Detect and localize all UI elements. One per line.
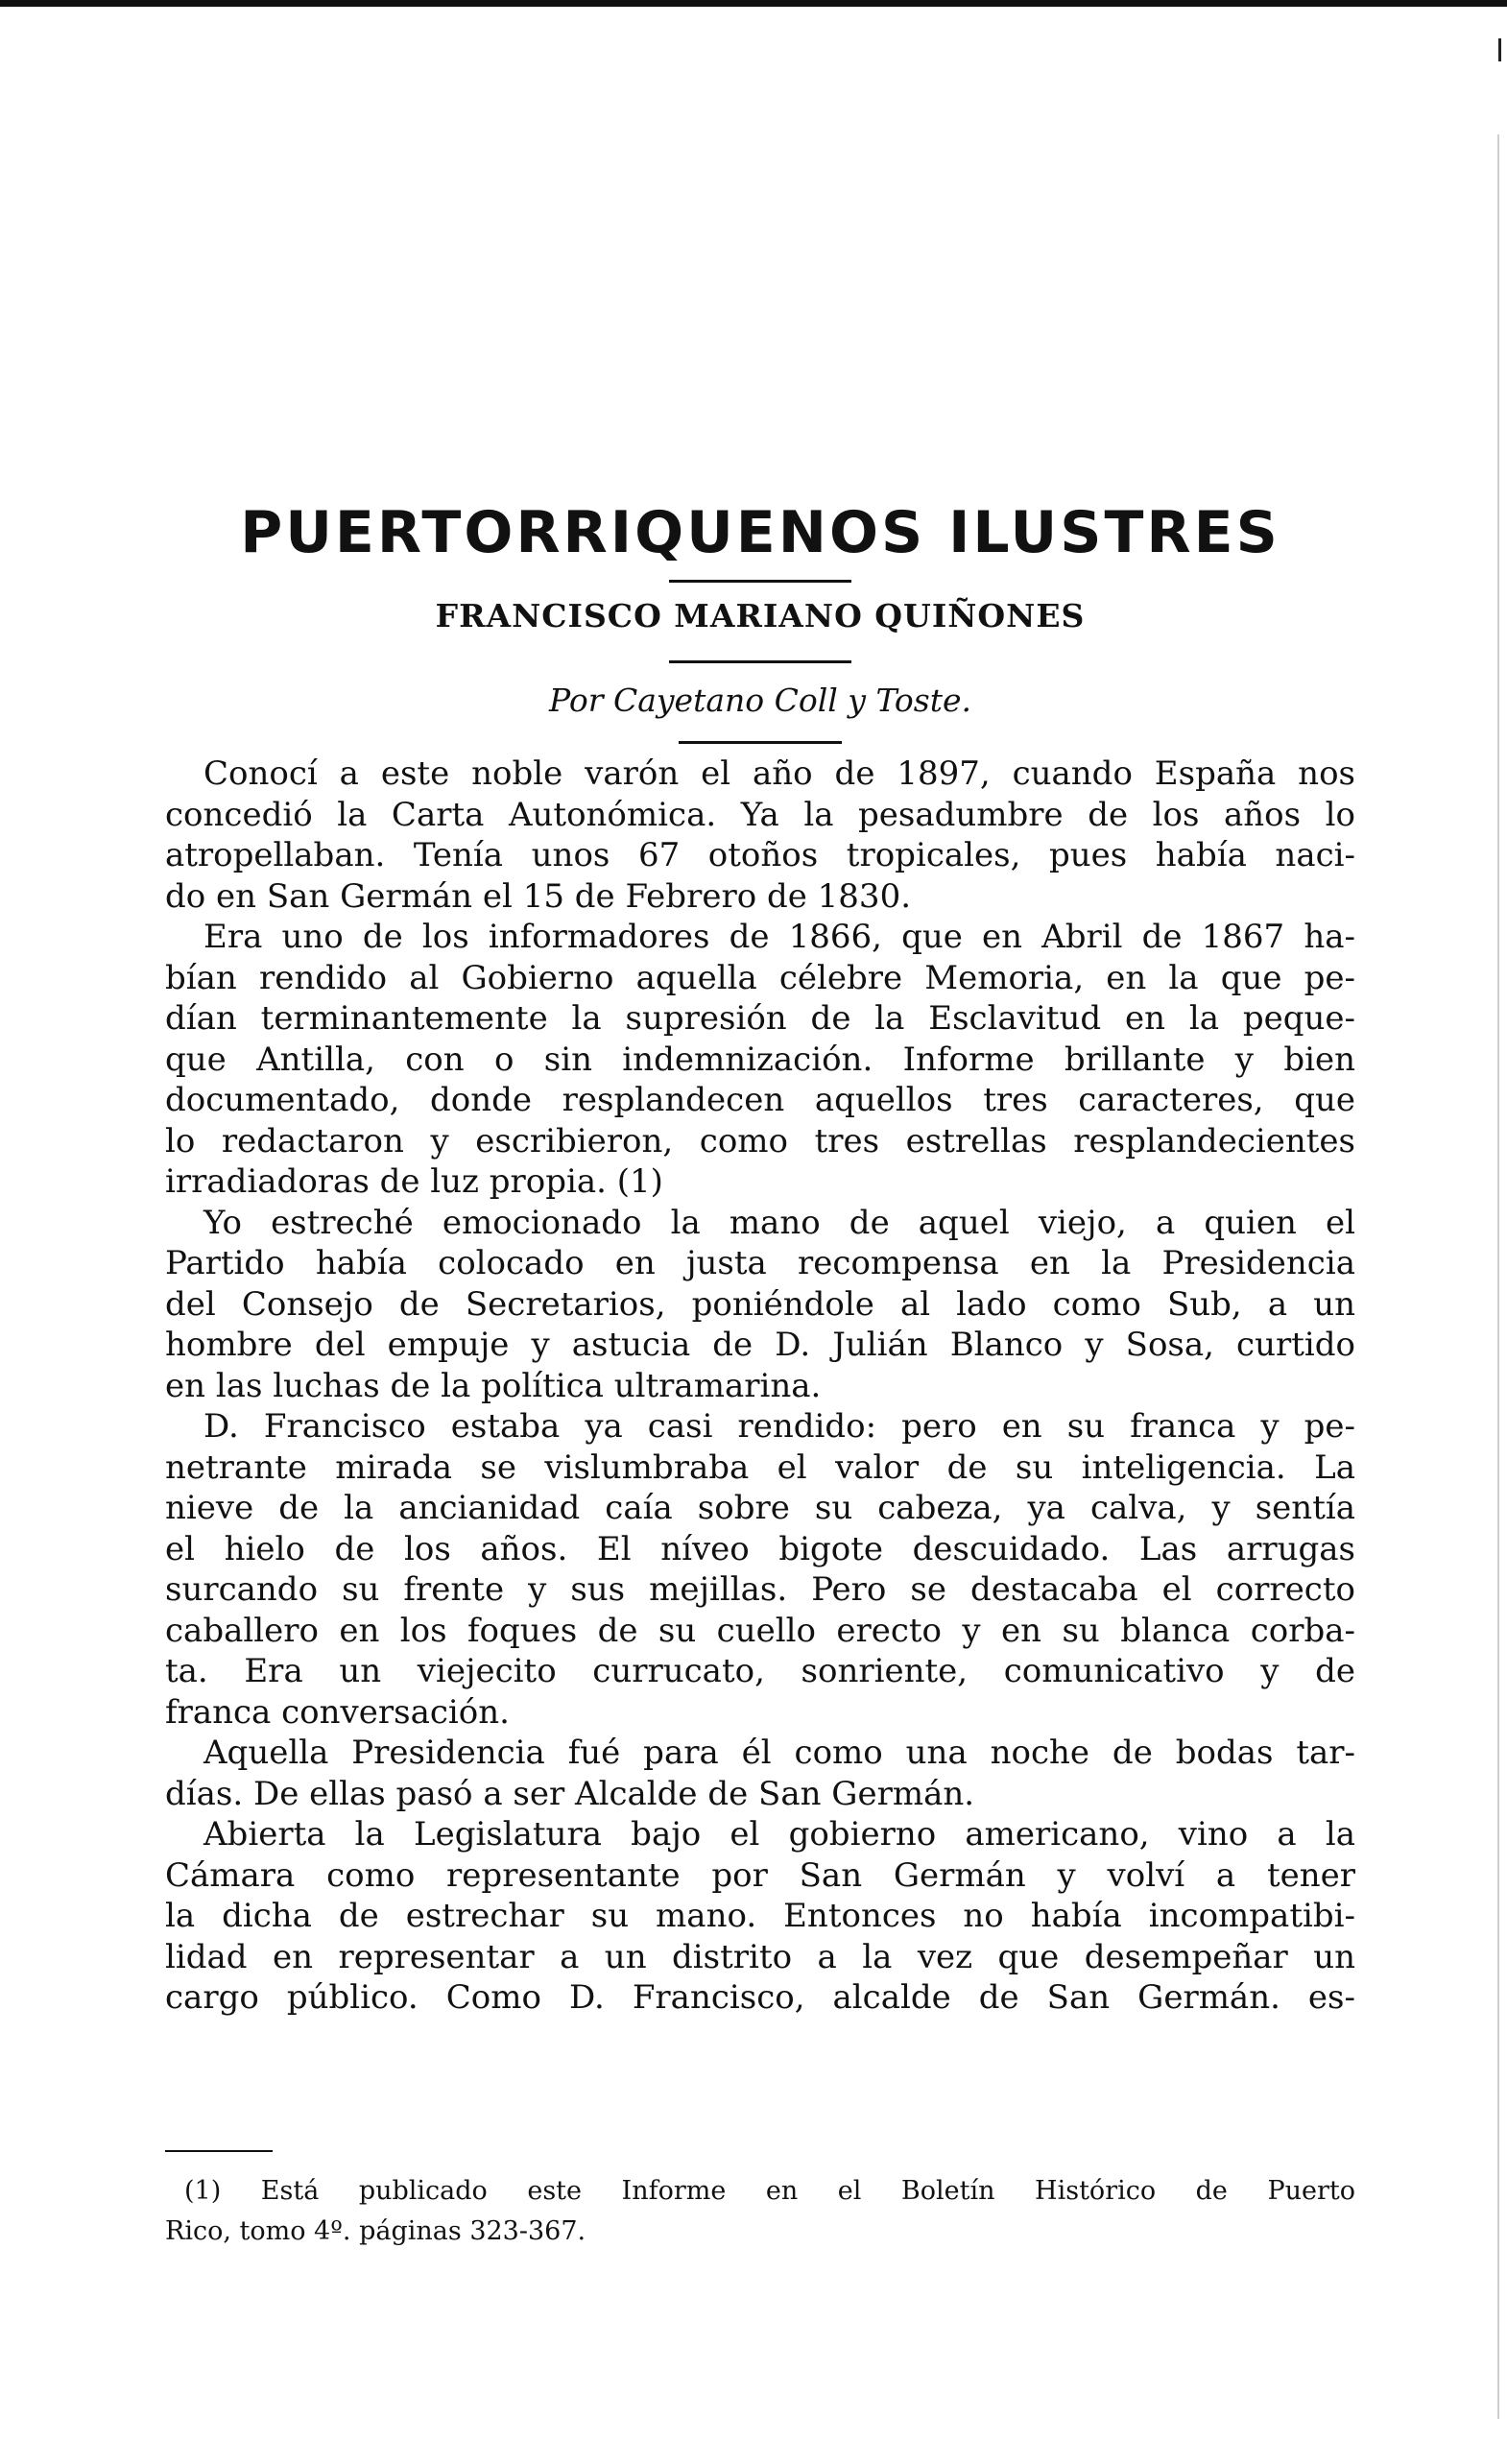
body-line: la dicha de estrechar su mano. Entonces no había incompatibi-: [165, 1897, 1355, 1935]
article-subtitle: FRANCISCO MARIANO QUIÑONES: [435, 597, 1086, 634]
footnote-line: (1) Está publicado este Informe en el Boletín Histórico de Puerto: [184, 2176, 1355, 2206]
body-line: Abierta la Legislatura bajo el gobierno americano, vino a la: [203, 1815, 1355, 1854]
body-line: el hielo de los años. El níveo bigote descuidado. Las arrugas: [165, 1529, 1355, 1568]
body-line: cargo público. Como D. Francisco, alcalde de San Germán. es-: [165, 1978, 1355, 2017]
scan-right-edge: [1497, 134, 1499, 2419]
footnote-line: Rico, tomo 4º. páginas 323-367.: [165, 2216, 586, 2246]
body-line: nieve de la ancianidad caía sobre su cabeza, ya calva, y sentía: [165, 1489, 1355, 1527]
body-line: del Consejo de Secretarios, poniéndole al lado como Sub, a un: [165, 1284, 1355, 1324]
title-divider: [669, 580, 851, 583]
body-line: surcando su frente y sus mejillas. Pero se destacaba el correcto: [165, 1570, 1355, 1609]
body-line: documentado, donde resplandecen aquellos tres caracteres, que: [165, 1081, 1355, 1119]
body-line: do en San Germán el 15 de Febrero de 1830.: [165, 876, 912, 916]
body-line: hombre del empuje y astucia de D. Julián Blanco y Sosa, curtido: [165, 1326, 1355, 1364]
body-line: en las luchas de la política ultramarina.: [165, 1366, 822, 1405]
article-byline: Por Cayetano Coll y Toste.: [548, 682, 972, 719]
body-line: días. De ellas pasó a ser Alcalde de San Germán.: [165, 1774, 975, 1813]
body-line: ta. Era un viejecito currucato, sonriente, comunicativo y de: [165, 1652, 1355, 1690]
byline-divider: [679, 741, 842, 744]
footnote-divider: [165, 2150, 273, 2152]
article-body: [165, 754, 1355, 2019]
page-title: PUERTORRIQUENOS ILUSTRES: [240, 499, 1280, 566]
body-line: Era uno de los informadores de 1866, que en Abril de 1867 ha-: [203, 918, 1355, 956]
body-line: dían terminantemente la supresión de la Esclavitud en la peque-: [165, 999, 1355, 1038]
body-line: Partido había colocado en justa recompensa en la Presidencia: [165, 1244, 1355, 1282]
scan-top-edge: [0, 0, 1507, 7]
body-line: netrante mirada se vislumbraba el valor de su inteligencia. La: [165, 1447, 1355, 1487]
body-line: Cámara como representante por San Germán y volví a tener: [165, 1855, 1355, 1895]
body-line: atropellaban. Tenía unos 67 otoños tropicales, pues había naci-: [165, 836, 1355, 874]
body-line: D. Francisco estaba ya casi rendido: pero en su franca y pe-: [203, 1407, 1355, 1446]
body-line: caballero en los foques de su cuello erecto y en su blanca corba-: [165, 1611, 1355, 1650]
body-line: Aquella Presidencia fué para él como una noche de bodas tar-: [203, 1734, 1355, 1772]
footnote: [165, 2171, 1355, 2252]
scan-margin-mark: [1498, 38, 1501, 61]
body-line: lidad en representar a un distrito a la vez que desempeñar un: [165, 1937, 1355, 1976]
body-line: que Antilla, con o sin indemnización. Informe brillante y bien: [165, 1040, 1355, 1079]
body-line: Conocí a este noble varón el año de 1897, cuando España nos: [203, 754, 1355, 793]
subtitle-divider: [669, 660, 851, 663]
body-line: concedió la Carta Autonómica. Ya la pesadumbre de los años lo: [165, 795, 1355, 834]
body-line: irradiadoras de luz propia. (1): [165, 1162, 663, 1201]
body-line: lo redactaron y escribieron, como tres estrellas resplandecientes: [165, 1121, 1355, 1160]
body-line: Yo estreché emocionado la mano de aquel viejo, a quien el: [203, 1203, 1355, 1242]
body-line: bían rendido al Gobierno aquella célebre Memoria, en la que pe-: [165, 958, 1355, 997]
body-line: franca conversación.: [165, 1692, 510, 1732]
